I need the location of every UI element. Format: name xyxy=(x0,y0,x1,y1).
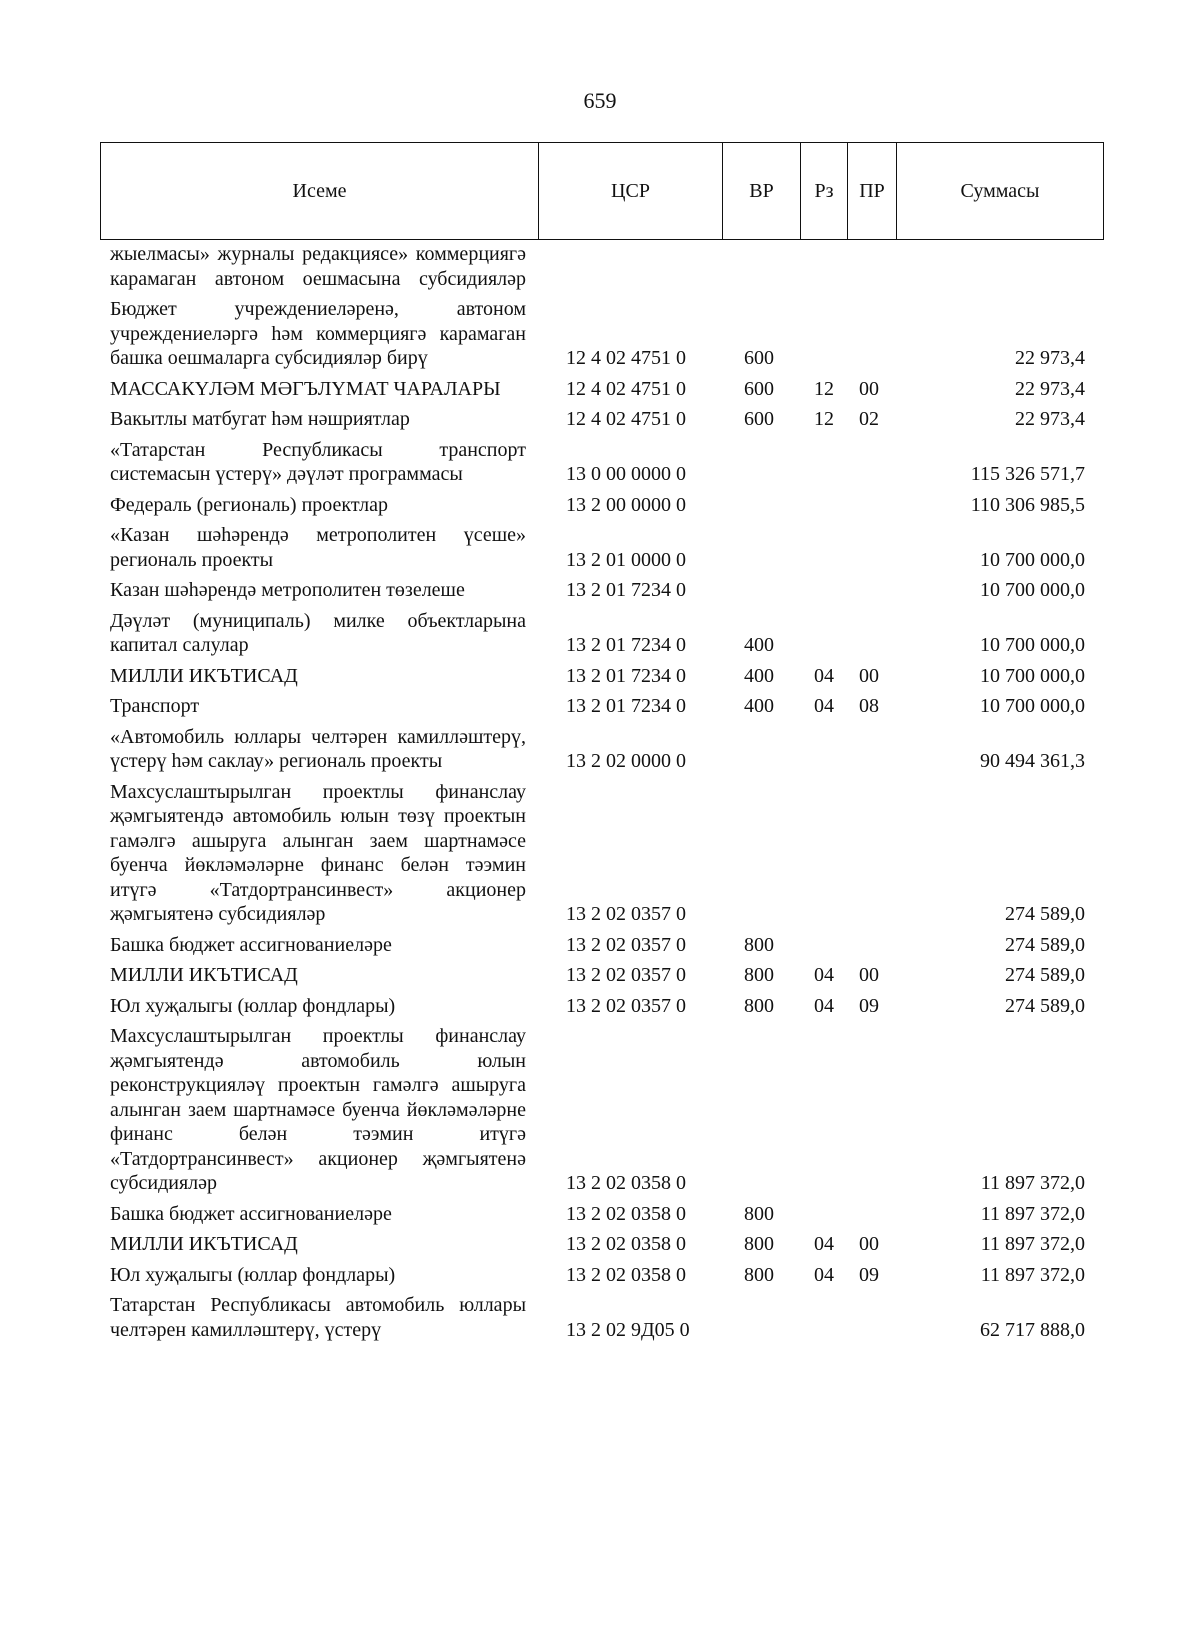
header-rz: Рз xyxy=(801,143,848,240)
cell-sum: 62 717 888,0 xyxy=(980,1318,1085,1341)
table-row xyxy=(100,606,1103,661)
cell-name: «Татарстан Республикасы транспорт системасын үстерү» дәүләт программасы xyxy=(110,438,526,485)
cell-pr: 02 xyxy=(859,408,879,430)
cell-csr xyxy=(538,242,722,294)
cell-vr: 800 xyxy=(744,933,774,956)
cell-csr: 13 2 01 7234 0 xyxy=(566,695,686,717)
table-row xyxy=(100,490,1103,521)
cell-vr: 800 xyxy=(744,1202,774,1225)
cell-name: «Казан шәһәрендә метрополитен үсеше» региональ проекты xyxy=(110,524,526,571)
table-row xyxy=(100,404,1103,435)
cell-pr xyxy=(847,294,896,374)
cell-csr: 13 2 02 0358 0 xyxy=(566,1172,686,1194)
table-row xyxy=(100,722,1103,777)
cell-name: Федераль (региональ) проектлар xyxy=(110,493,388,516)
table-row xyxy=(100,1229,1103,1260)
cell-rz xyxy=(800,1021,847,1199)
cell-pr xyxy=(847,490,896,521)
cell-rz: 04 xyxy=(814,994,834,1017)
table-body xyxy=(100,242,1103,1345)
cell-vr: 600 xyxy=(744,408,774,430)
cell-csr: 12 4 02 4751 0 xyxy=(566,408,686,430)
cell-name: «Автомобиль юллары челтәрен камилләштерү, үстерү һәм саклау» региональ проекты xyxy=(110,725,526,772)
cell-name: Юл хуҗалыгы (юллар фондлары) xyxy=(110,994,396,1017)
cell-csr: 13 2 02 0358 0 xyxy=(566,1263,686,1286)
cell-pr xyxy=(847,575,896,606)
cell-rz xyxy=(800,1199,847,1230)
table-row xyxy=(100,991,1103,1022)
cell-name: Юл хуҗалыгы (юллар фондлары) xyxy=(110,1263,396,1286)
cell-sum: 274 589,0 xyxy=(1005,903,1085,925)
cell-vr xyxy=(722,520,800,575)
table-row xyxy=(100,691,1103,722)
budget-table xyxy=(100,242,1103,1345)
cell-vr xyxy=(722,575,800,606)
cell-sum: 11 897 372,0 xyxy=(980,1172,1085,1194)
cell-sum: 274 589,0 xyxy=(1005,933,1085,956)
cell-vr xyxy=(722,1290,800,1345)
cell-vr xyxy=(722,242,800,294)
cell-csr: 13 2 02 0357 0 xyxy=(566,933,686,956)
cell-sum: 274 589,0 xyxy=(1005,964,1085,986)
cell-rz xyxy=(800,242,847,294)
table-row xyxy=(100,1260,1103,1291)
cell-rz xyxy=(800,490,847,521)
cell-sum: 10 700 000,0 xyxy=(980,634,1085,656)
cell-name: Махсуслаштырылган проектлы финанслау җәмгыятендә автомобиль юлын төзү проектын гамәлгә ашыруга алынган заем шартнамәсе буенча йөкләмәләрне финанс белән тәэмин итүгә «Татдортрансинвест» акционер җәмгыятенә субсидияләр xyxy=(110,780,526,925)
cell-rz: 12 xyxy=(814,408,834,430)
cell-name: МИЛЛИ ИКЪТИСАД xyxy=(110,664,298,687)
cell-name: Махсуслаштырылган проектлы финанслау җәмгыятендә автомобиль юлын реконструкцияләү проектын гамәлгә ашыруга алынган заем шартнамәсе буенча йөкләмәләрне финанс белән тәэмин итүгә «Татдортрансинвест» акционер җәмгыятенә субсидияләр xyxy=(110,1025,526,1194)
table-row xyxy=(100,777,1103,930)
cell-csr: 12 4 02 4751 0 xyxy=(566,377,686,400)
cell-vr: 800 xyxy=(744,1263,774,1286)
cell-rz: 04 xyxy=(814,1233,834,1255)
cell-pr xyxy=(847,1021,896,1199)
table-row xyxy=(100,242,1103,294)
cell-rz: 04 xyxy=(814,664,834,687)
header-csr: ЦСР xyxy=(539,143,723,240)
cell-name: Дәүләт (муниципаль) милке объектларына капитал салулар xyxy=(110,609,526,656)
cell-vr: 600 xyxy=(744,377,774,400)
cell-rz xyxy=(800,435,847,490)
cell-rz xyxy=(800,575,847,606)
cell-name: МАССАКҮЛӘМ МӘГЪЛҮМАТ ЧАРАЛАРЫ xyxy=(110,377,501,400)
cell-pr xyxy=(847,435,896,490)
cell-csr: 13 2 01 0000 0 xyxy=(566,548,686,571)
cell-pr xyxy=(847,242,896,294)
cell-csr: 13 2 02 0358 0 xyxy=(566,1202,686,1225)
cell-rz: 04 xyxy=(814,1263,834,1286)
cell-pr xyxy=(847,606,896,661)
cell-rz xyxy=(800,930,847,961)
cell-sum: 110 306 985,5 xyxy=(970,493,1085,516)
cell-vr: 400 xyxy=(744,664,774,687)
cell-vr xyxy=(722,777,800,930)
cell-pr xyxy=(847,930,896,961)
cell-vr xyxy=(722,1021,800,1199)
cell-pr: 00 xyxy=(859,964,879,986)
cell-pr xyxy=(847,777,896,930)
cell-csr: 13 2 02 0358 0 xyxy=(566,1233,686,1255)
cell-sum: 11 897 372,0 xyxy=(980,1202,1085,1225)
cell-sum: 11 897 372,0 xyxy=(980,1233,1085,1255)
cell-pr: 00 xyxy=(859,664,879,687)
cell-csr: 12 4 02 4751 0 xyxy=(566,347,686,369)
cell-name: Транспорт xyxy=(110,695,200,717)
cell-name: Башка бюджет ассигнованиеләре xyxy=(110,1202,392,1225)
cell-name: МИЛЛИ ИКЪТИСАД xyxy=(110,964,298,986)
header-vr: ВР xyxy=(723,143,801,240)
cell-csr: 13 2 02 9Д05 0 xyxy=(566,1318,690,1341)
table-row xyxy=(100,1290,1103,1345)
cell-sum: 10 700 000,0 xyxy=(980,579,1085,601)
cell-vr: 400 xyxy=(744,634,774,656)
cell-rz xyxy=(800,777,847,930)
cell-sum xyxy=(896,242,1103,294)
table-row xyxy=(100,374,1103,405)
cell-rz xyxy=(800,294,847,374)
cell-sum: 22 973,4 xyxy=(1015,347,1085,369)
cell-name: Татарстан Республикасы автомобиль юллары челтәрен камилләштерү, үстерү xyxy=(110,1294,526,1341)
cell-pr: 09 xyxy=(859,994,879,1017)
header-name: Исеме xyxy=(101,143,539,240)
cell-vr xyxy=(722,490,800,521)
header-sum: Суммасы xyxy=(897,143,1104,240)
cell-name: Башка бюджет ассигнованиеләре xyxy=(110,933,392,956)
cell-name: Бюджет учреждениеләренә, автоном учреждениеләргә һәм коммерциягә карамаган башка оешмаларга субсидияләр бирү xyxy=(110,298,526,369)
cell-vr: 800 xyxy=(744,1233,774,1255)
cell-vr xyxy=(722,435,800,490)
cell-vr: 600 xyxy=(744,347,774,369)
cell-csr: 13 2 02 0357 0 xyxy=(566,903,686,925)
cell-name: жыелмасы» журналы редакциясе» коммерциягә карамаган автоном оешмасына субсидияләр xyxy=(110,243,526,290)
cell-rz xyxy=(800,1290,847,1345)
cell-vr: 800 xyxy=(744,964,774,986)
cell-pr: 00 xyxy=(859,1233,879,1255)
table-row xyxy=(100,930,1103,961)
cell-pr xyxy=(847,722,896,777)
cell-csr: 13 2 01 7234 0 xyxy=(566,664,686,687)
cell-pr xyxy=(847,1199,896,1230)
cell-csr: 13 2 02 0357 0 xyxy=(566,994,686,1017)
cell-name: МИЛЛИ ИКЪТИСАД xyxy=(110,1233,298,1255)
cell-pr xyxy=(847,520,896,575)
cell-csr: 13 2 01 7234 0 xyxy=(566,634,686,656)
table-row xyxy=(100,294,1103,374)
header-pr: ПР xyxy=(848,143,897,240)
cell-rz xyxy=(800,722,847,777)
cell-sum: 274 589,0 xyxy=(1005,994,1085,1017)
cell-rz: 12 xyxy=(814,377,834,400)
cell-csr: 13 2 02 0357 0 xyxy=(566,964,686,986)
cell-rz: 04 xyxy=(814,964,834,986)
table-row xyxy=(100,1199,1103,1230)
cell-sum: 22 973,4 xyxy=(1015,377,1085,400)
cell-sum: 115 326 571,7 xyxy=(970,463,1085,485)
table-row xyxy=(100,661,1103,692)
cell-sum: 10 700 000,0 xyxy=(980,548,1085,571)
cell-csr: 13 0 00 0000 0 xyxy=(566,463,686,485)
cell-rz: 04 xyxy=(814,695,834,717)
table-row xyxy=(100,435,1103,490)
cell-rz xyxy=(800,520,847,575)
cell-sum: 22 973,4 xyxy=(1015,408,1085,430)
cell-name: Вакытлы матбугат һәм нәшриятлар xyxy=(110,408,410,430)
page-number: 659 xyxy=(583,88,617,113)
cell-pr: 00 xyxy=(859,377,879,400)
cell-sum: 10 700 000,0 xyxy=(980,695,1085,717)
cell-sum: 10 700 000,0 xyxy=(980,664,1085,687)
table-row xyxy=(100,520,1103,575)
cell-pr: 09 xyxy=(859,1263,879,1286)
cell-vr: 800 xyxy=(744,994,774,1017)
cell-csr: 13 2 01 7234 0 xyxy=(566,579,686,601)
table-row xyxy=(100,960,1103,991)
cell-sum: 90 494 361,3 xyxy=(980,750,1085,772)
table-row xyxy=(100,575,1103,606)
cell-pr xyxy=(847,1290,896,1345)
cell-pr: 08 xyxy=(859,695,879,717)
cell-name: Казан шәһәрендә метрополитен төзелеше xyxy=(110,579,465,601)
table-header xyxy=(100,142,1104,240)
cell-vr: 400 xyxy=(744,695,774,717)
cell-csr: 13 2 00 0000 0 xyxy=(566,493,686,516)
cell-csr: 13 2 02 0000 0 xyxy=(566,750,686,772)
cell-sum: 11 897 372,0 xyxy=(980,1263,1085,1286)
table-row xyxy=(100,1021,1103,1199)
cell-rz xyxy=(800,606,847,661)
cell-vr xyxy=(722,722,800,777)
